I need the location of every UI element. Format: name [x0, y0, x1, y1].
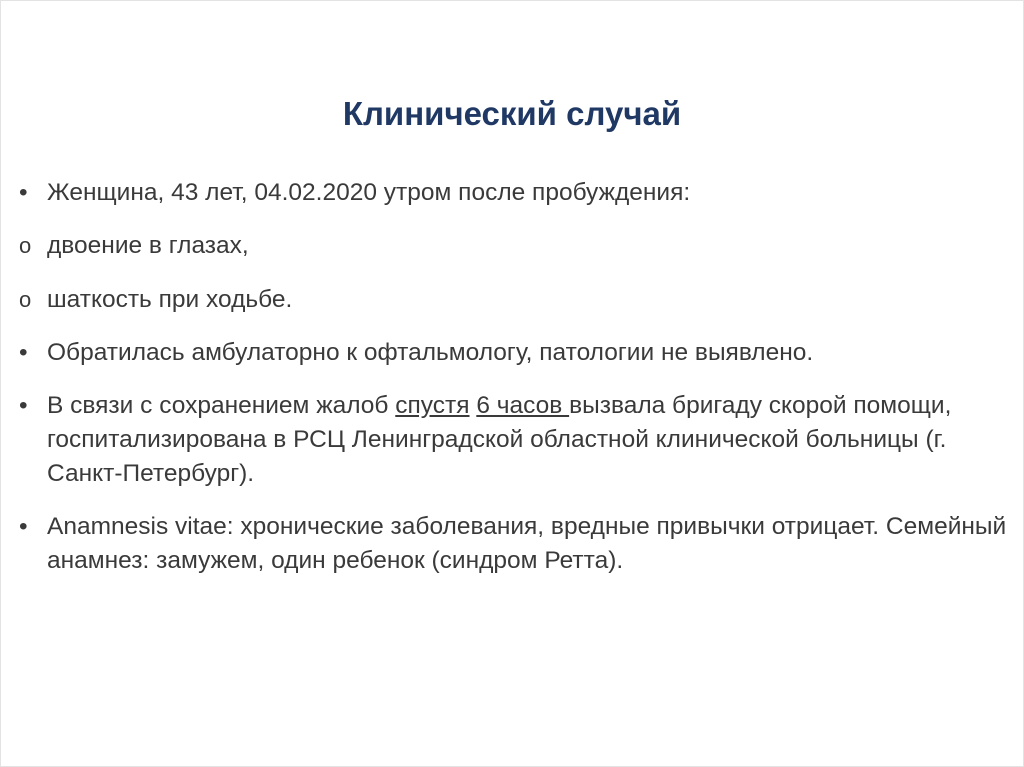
bullet-marker: •	[19, 392, 28, 419]
bullet-text: Женщина, 43 лет, 04.02.2020 утром после пробуждения:	[47, 179, 691, 206]
sub-bullet-marker: o	[19, 287, 32, 312]
slide-title: Клинический случай	[342, 95, 682, 132]
underlined-term-spustya: спустя	[395, 392, 470, 419]
bullet-item	[19, 176, 1009, 210]
bullet-item	[19, 389, 1009, 491]
sub-bullet-item	[19, 283, 1009, 317]
bullet-marker: •	[19, 339, 28, 366]
sub-bullet-text: шаткость при ходьбе.	[47, 286, 293, 313]
bullet-text: Anamnesis vitae: хронические заболевания, вредные привычки отрицает. Семейный анамнез: замужем, один ребенок (синдром Ретта).	[47, 513, 1007, 574]
bullet-marker: •	[19, 513, 28, 540]
bullet-item	[19, 510, 1009, 578]
sub-bullet-text: двоение в глазах,	[47, 232, 249, 259]
bullet-list	[19, 176, 1009, 578]
bullet-text	[47, 392, 951, 487]
bullet-marker: •	[19, 179, 28, 206]
sub-bullet-item	[19, 229, 1009, 263]
bullet-text-part: вызвала бригаду скорой помощи, госпитализирована в РСЦ Ленинградской областной клинической больницы (г. Санкт-Петербург).	[47, 392, 952, 487]
bullet-text-part: В связи с сохранением жалоб	[47, 392, 396, 419]
sub-bullet-marker: o	[19, 233, 32, 258]
bullet-text: Обратилась амбулаторно к офтальмологу, патологии не выявлено.	[47, 339, 814, 366]
underlined-term-6-hours: 6 часов	[476, 392, 570, 419]
bullet-item	[19, 336, 1009, 370]
